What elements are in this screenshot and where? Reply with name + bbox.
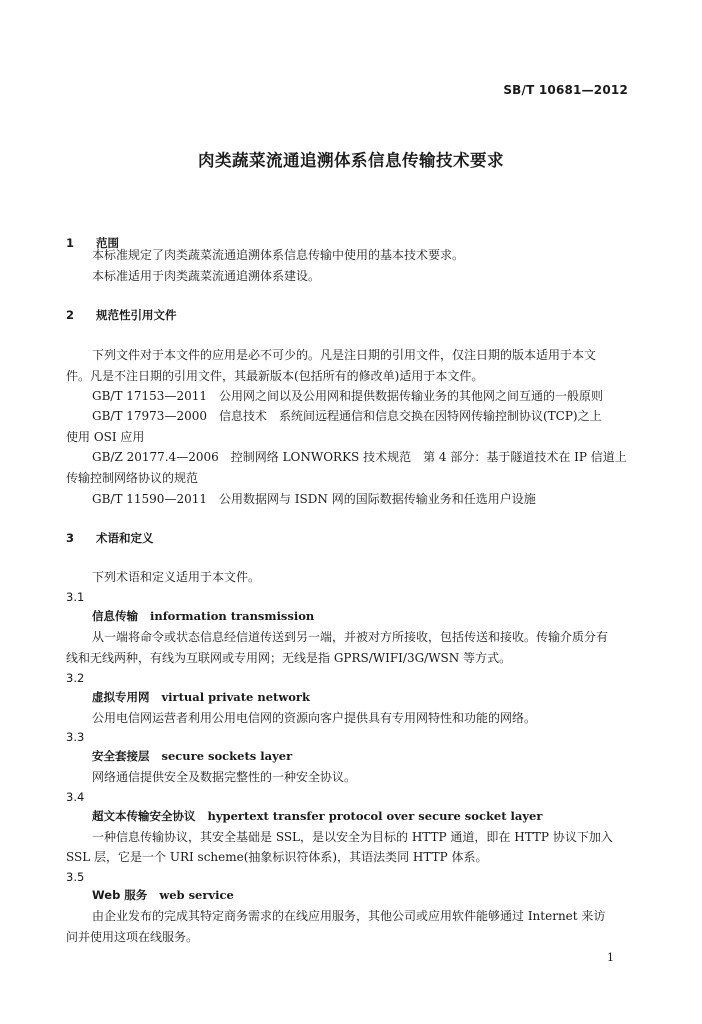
- term-chinese: 安全套接层: [92, 749, 150, 763]
- term-number: 3.4: [66, 790, 85, 804]
- reference-item: GB/T 17153—2011 公用网之间以及公用网和提供数据传输业务的其他网之间互通的一般原则: [92, 389, 603, 403]
- page-number: 1: [607, 951, 614, 964]
- definition-line: 公用电信网运营者利用公用电信网的资源向客户提供具有专用网特性和功能的网络。: [92, 711, 537, 725]
- term-chinese: 信息传输: [92, 609, 138, 623]
- section-number: 2: [66, 308, 75, 322]
- reference-item-continued: 使用 OSI 应用: [66, 430, 145, 444]
- term-heading: [92, 887, 234, 903]
- term-number: 3.1: [66, 590, 85, 604]
- term-english: secure sockets layer: [161, 749, 293, 763]
- paragraph-line: 件。凡是不注日期的引用文件，其最新版本(包括所有的修改单)适用于本文件。: [66, 369, 484, 383]
- definition-line: 线和无线两种，有线为互联网或专用网；无线是指 GPRS/WIFI/3G/WSN 等方式。: [66, 651, 512, 665]
- definition-line: 网络通信提供安全及数据完整性的一种安全协议。: [92, 770, 357, 784]
- term-chinese: 虚拟专用网: [92, 690, 150, 704]
- definition-line: 从一端将命令或状态信息经信道传送到另一端，并被对方所接收，包括传送和接收。传输介质分有: [92, 630, 609, 644]
- term-heading: [92, 689, 310, 705]
- reference-item: GB/T 11590—2011 公用数据网与 ISDN 网的国际数据传输业务和任选用户设施: [92, 492, 536, 506]
- section-title: 术语和定义: [96, 531, 154, 545]
- paragraph: 本标准适用于肉类蔬菜流通追溯体系建设。: [92, 269, 321, 283]
- term-number: 3.5: [66, 870, 85, 884]
- definition-line: 由企业发布的完成其特定商务需求的在线应用服务，其他公司或应用软件能够通过 Internet 来访: [92, 909, 606, 923]
- definition-line: 一种信息传输协议，其安全基础是 SSL，是以安全为目标的 HTTP 通道，即在 HTTP 协议下加入: [92, 830, 613, 844]
- standard-code: SB/T 10681—2012: [503, 83, 628, 97]
- section-number: 1: [66, 236, 75, 250]
- term-number: 3.3: [66, 730, 85, 744]
- document-title: 肉类蔬菜流通追溯体系信息传输技术要求: [198, 151, 504, 170]
- definition-line: 问并使用这项在线服务。: [66, 930, 199, 944]
- term-number: 3.2: [66, 671, 85, 685]
- reference-item: GB/Z 20177.4—2006 控制网络 LONWORKS 技术规范 第 4 部分：基于隧道技术在 IP 信道上: [92, 450, 627, 464]
- term-english: web service: [159, 888, 234, 902]
- term-chinese: 超文本传输安全协议: [92, 809, 196, 823]
- term-english: information transmission: [150, 609, 315, 623]
- section-title: 范围: [96, 236, 119, 250]
- section-number: 3: [66, 531, 75, 545]
- term-heading: [92, 748, 292, 764]
- paragraph-line: 下列文件对于本文件的应用是必不可少的。凡是注日期的引用文件，仅注日期的版本适用于本文: [92, 348, 597, 362]
- term-english: hypertext transfer protocol over secure socket layer: [207, 809, 543, 823]
- section-2-heading: [66, 307, 177, 323]
- paragraph: 本标准规定了肉类蔬菜流通追溯体系信息传输中使用的基本技术要求。: [92, 248, 465, 262]
- definition-line: SSL 层，它是一个 URI scheme(抽象标识符体系)，其语法类同 HTTP 体系。: [66, 850, 488, 864]
- term-english: virtual private network: [161, 690, 310, 704]
- paragraph: 下列术语和定义适用于本文件。: [92, 570, 261, 584]
- term-heading: [92, 808, 542, 824]
- section-3-heading: [66, 530, 154, 546]
- term-chinese: Web 服务: [92, 888, 148, 902]
- reference-item-continued: 传输控制网络协议的规范: [66, 471, 199, 485]
- section-title: 规范性引用文件: [96, 308, 177, 322]
- reference-item: GB/T 17973—2000 信息技术 系统间远程通信和信息交换在因特网传输控制协议(TCP)之上: [92, 409, 602, 423]
- term-heading: [92, 608, 314, 624]
